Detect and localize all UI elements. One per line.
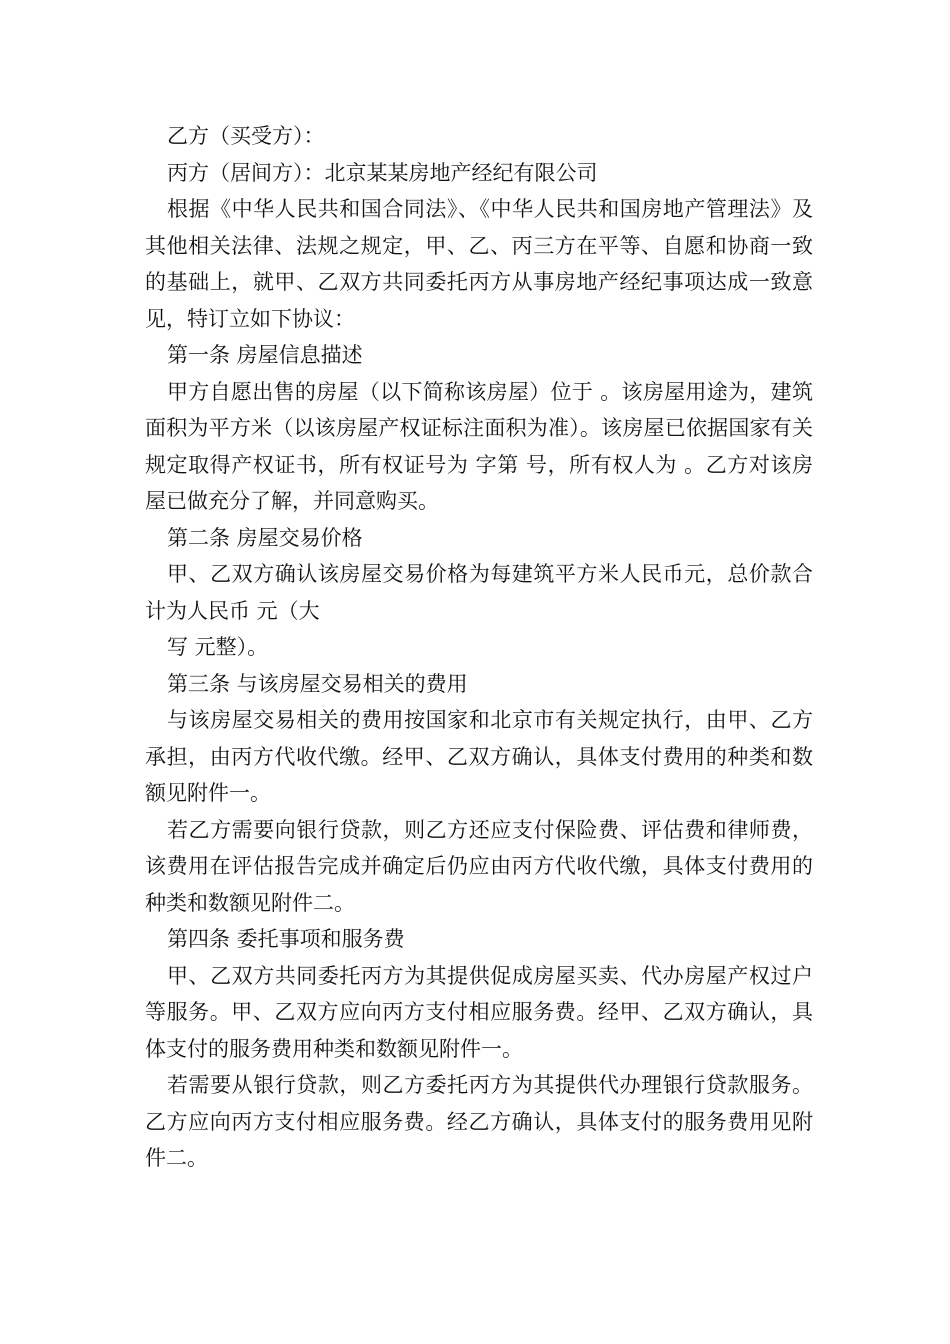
article-3-body-1: 与该房屋交易相关的费用按国家和北京市有关规定执行，由甲、乙方承担，由丙方代收代缴。经甲、乙双方确认，具体支付费用的种类和数额见附件一。 — [145, 708, 813, 805]
article-4-body-2: 若需要从银行贷款，则乙方委托丙方为其提供代办理银行贷款服务。乙方应向丙方支付相应服务费。经乙方确认，具体支付的服务费用见附件二。 — [145, 1073, 813, 1170]
article-1-title: 第一条 房屋信息描述 — [167, 343, 363, 367]
article-2-body-continued: 写 元整）。 — [167, 635, 269, 659]
preamble-paragraph: 根据《中华人民共和国合同法》、《中华人民共和国房地产管理法》及其他相关法律、法规之规定，甲、乙、丙三方在平等、自愿和协商一致的基础上，就甲、乙双方共同委托丙方从事房地产经纪事项达成一致意见，特订立如下协议： — [145, 197, 813, 331]
party-b-line: 乙方（买受方）： — [167, 124, 325, 148]
article-4-body-1: 甲、乙双方共同委托丙方为其提供促成房屋买卖、代办房屋产权过户等服务。甲、乙双方应向丙方支付相应服务费。经甲、乙双方确认，具体支付的服务费用种类和数额见附件一。 — [145, 963, 813, 1061]
article-1-body: 甲方自愿出售的房屋（以下简称该房屋）位于 。该房屋用途为，建筑面积为平方米（以该房屋产权证标注面积为准）。该房屋已依据国家有关规定取得产权证书，所有权证号为 字第 号，所有权人为 。乙方对该房屋已做充分了解，并同意购买。 — [145, 379, 813, 513]
article-4-title: 第四条 委托事项和服务费 — [167, 927, 405, 951]
article-3-title: 第三条 与该房屋交易相关的费用 — [167, 671, 468, 696]
article-2-title: 第二条 房屋交易价格 — [167, 525, 363, 550]
article-2-body: 甲、乙双方确认该房屋交易价格为每建筑平方米人民币元，总价款合计为人民币 元（大 — [145, 562, 813, 623]
party-c-line: 丙方（居间方）：北京某某房地产经纪有限公司 — [167, 160, 598, 185]
contract-page — [145, 118, 813, 1177]
article-3-body-2: 若乙方需要向银行贷款，则乙方还应支付保险费、评估费和律师费，该费用在评估报告完成并确定后仍应由丙方代收代缴，具体支付费用的种类和数额见附件二。 — [145, 817, 813, 915]
